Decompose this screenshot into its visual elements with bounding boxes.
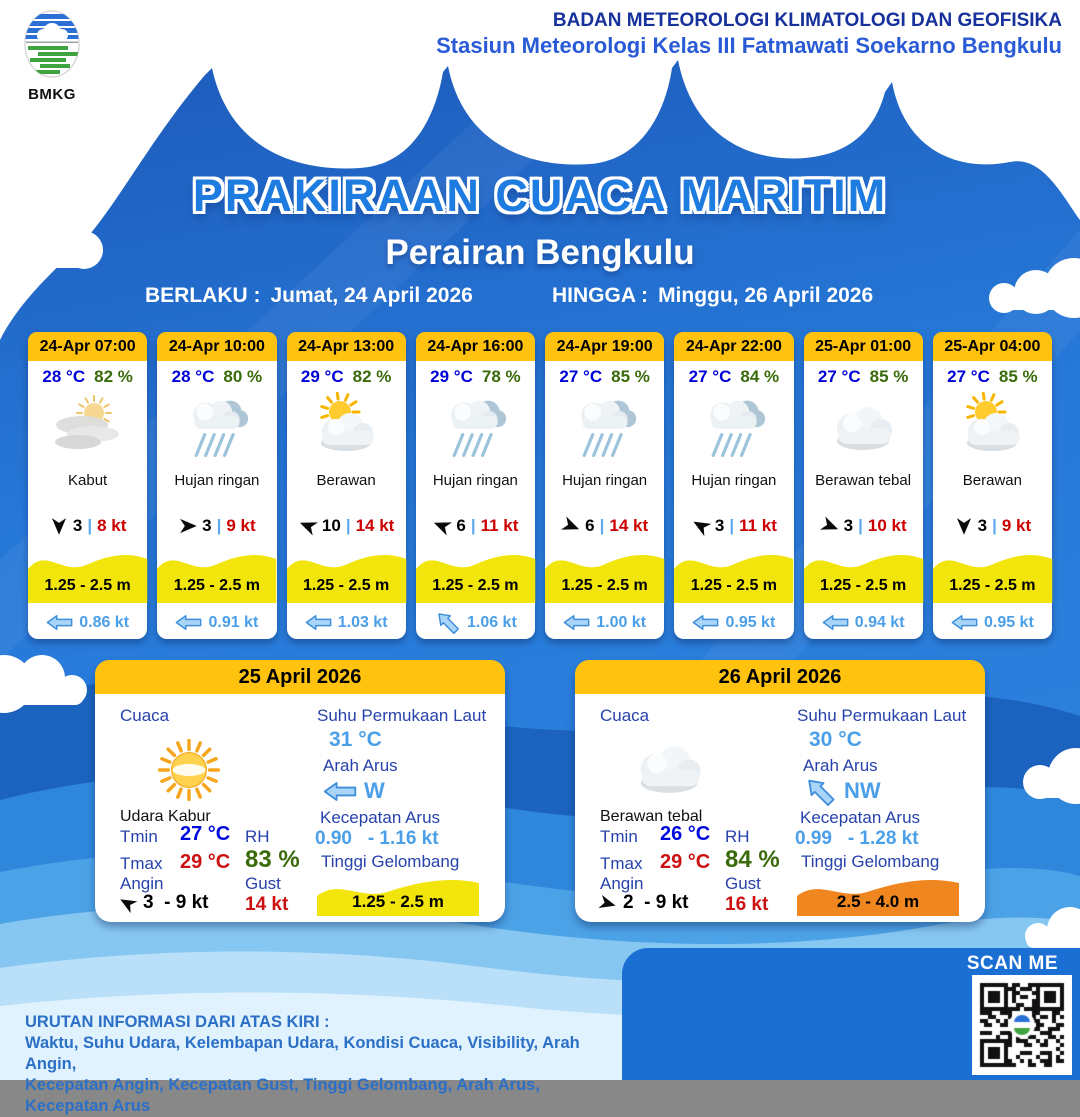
scan-me-label: SCAN ME bbox=[966, 953, 1058, 974]
wind-speed-min: 3 bbox=[202, 516, 212, 535]
current-speed: 1.06 kt bbox=[466, 613, 517, 631]
wave-height: 1.25 - 2.5 m bbox=[949, 577, 1036, 594]
sst-value: 31 °C bbox=[329, 728, 382, 751]
air-temperature: 27 °C bbox=[559, 367, 603, 386]
wind-direction-icon bbox=[687, 512, 714, 539]
current-direction-icon bbox=[431, 606, 464, 639]
air-temperature: 28 °C bbox=[42, 367, 86, 386]
current-direction-icon bbox=[800, 771, 840, 811]
weather-icon bbox=[674, 390, 793, 468]
tmin-label: Tmin bbox=[600, 827, 638, 846]
wind-speed-min: 6 bbox=[456, 516, 466, 535]
current-speed: 0.94 kt bbox=[854, 613, 905, 631]
wind-speed-max: 10 kt bbox=[867, 516, 907, 535]
wind-row bbox=[157, 516, 276, 536]
rh-value: 84 % bbox=[725, 846, 780, 873]
tmax-value: 29 °C bbox=[180, 851, 231, 873]
wind-divider: | bbox=[992, 516, 997, 535]
poster-title: PRAKIRAAN CUACA MARITIM bbox=[192, 170, 888, 221]
current-direction-icon bbox=[563, 613, 590, 632]
current-direction-icon bbox=[822, 613, 849, 632]
current-row bbox=[545, 613, 664, 632]
wind-speed-min: 3 bbox=[72, 516, 83, 535]
tmax-label: Tmax bbox=[120, 854, 163, 873]
current-row bbox=[287, 613, 406, 632]
wind-speed-min: 3 bbox=[977, 516, 988, 535]
relative-humidity: 82 % bbox=[94, 367, 133, 386]
current-speed: 1.00 kt bbox=[596, 613, 647, 631]
wave-height: 1.25 - 2.5 m bbox=[561, 577, 648, 594]
angin-label: Angin bbox=[120, 874, 164, 893]
gelombang-label: Tinggi Gelombang bbox=[321, 852, 460, 871]
relative-humidity: 85 % bbox=[611, 367, 650, 386]
current-speed: 0.91 kt bbox=[208, 613, 259, 631]
weather-condition-label: Kabut bbox=[68, 472, 108, 489]
bmkg-logo-label: BMKG bbox=[28, 86, 76, 103]
air-temperature: 27 °C bbox=[947, 367, 990, 386]
rh-label: RH bbox=[725, 827, 750, 846]
air-temperature: 28 °C bbox=[171, 367, 215, 386]
daily-weather-icon bbox=[139, 732, 239, 808]
relative-humidity: 82 % bbox=[352, 367, 392, 386]
forecast-card bbox=[933, 332, 1052, 639]
forecast-card bbox=[545, 332, 664, 639]
info-order-note bbox=[25, 1012, 625, 1117]
gust-value: 16 kt bbox=[725, 894, 769, 915]
daily-current-row bbox=[803, 778, 881, 804]
wind-row bbox=[545, 516, 664, 536]
current-range: 0.99 - 1.28 kt bbox=[795, 828, 919, 849]
current-direction-text: W bbox=[364, 778, 385, 803]
wind-speed-min: 10 bbox=[321, 516, 341, 535]
air-temperature: 27 °C bbox=[817, 367, 861, 386]
wind-speed-max: 11 kt bbox=[739, 516, 777, 535]
wind-speed-min: 3 bbox=[714, 516, 725, 535]
relative-humidity: 80 % bbox=[223, 367, 263, 386]
current-direction-icon bbox=[323, 780, 357, 803]
sst-value: 30 °C bbox=[809, 728, 862, 751]
wind-speed-max: 9 kt bbox=[226, 516, 256, 535]
weather-icon bbox=[287, 390, 406, 468]
wind-speed-min: 6 bbox=[585, 516, 595, 535]
wind-row bbox=[933, 516, 1052, 536]
hourly-forecast-row bbox=[28, 332, 1052, 639]
wind-divider: | bbox=[87, 516, 93, 535]
temp-humidity-row bbox=[416, 367, 535, 387]
wind-row bbox=[287, 516, 406, 536]
current-row bbox=[416, 613, 535, 632]
wind-direction-icon bbox=[954, 516, 974, 536]
temp-humidity-row bbox=[28, 367, 147, 387]
wind-speed-max: 9 kt bbox=[1001, 516, 1032, 535]
valid-from: BERLAKU : Jumat, 24 April 2026 bbox=[145, 284, 473, 307]
daily-current-row bbox=[323, 778, 385, 804]
forecast-card bbox=[287, 332, 406, 639]
cuaca-label: Cuaca bbox=[120, 706, 170, 725]
wave-height: 1.25 - 2.5 m bbox=[690, 577, 778, 594]
tmin-value: 27 °C bbox=[180, 823, 231, 845]
temp-humidity-row bbox=[545, 367, 664, 387]
sst-label: Suhu Permukaan Laut bbox=[797, 706, 967, 725]
forecast-card bbox=[28, 332, 147, 639]
wind-divider: | bbox=[345, 516, 351, 535]
air-temperature: 29 °C bbox=[430, 367, 473, 386]
cuaca-label: Cuaca bbox=[600, 706, 650, 725]
tmin-value: 26 °C bbox=[660, 823, 711, 845]
weather-icon bbox=[545, 390, 664, 468]
arah-arus-label: Arah Arus bbox=[803, 756, 878, 775]
wind-direction-icon bbox=[49, 516, 69, 536]
current-direction-icon bbox=[175, 613, 202, 632]
air-temperature: 27 °C bbox=[688, 367, 732, 386]
current-direction-icon bbox=[305, 613, 332, 632]
current-speed: 0.86 kt bbox=[79, 613, 130, 631]
gelombang-label: Tinggi Gelombang bbox=[801, 852, 940, 871]
wind-row bbox=[28, 516, 147, 536]
agency-header bbox=[436, 10, 1062, 59]
wind-direction-icon bbox=[178, 516, 198, 536]
temp-humidity-row bbox=[804, 367, 923, 387]
weather-icon bbox=[157, 390, 276, 468]
wave-height: 1.25 - 2.5 m bbox=[302, 577, 390, 594]
relative-humidity: 84 % bbox=[740, 367, 780, 386]
wind-direction-icon bbox=[429, 513, 455, 539]
agency-name: BADAN METEOROLOGI KLIMATOLOGI DAN GEOFISIKA bbox=[552, 10, 1062, 31]
daily-weather-icon bbox=[619, 732, 719, 808]
weather-condition-label: Hujan ringan bbox=[432, 472, 518, 489]
daily-wave-badge bbox=[797, 870, 959, 916]
validity-row bbox=[0, 284, 1080, 312]
arah-arus-label: Arah Arus bbox=[323, 756, 398, 775]
info-order-line2: Waktu, Suhu Udara, Kelembapan Udara, Kondisi Cuaca, Visibility, Arah Angin, bbox=[25, 1034, 580, 1073]
current-range: 0.90 - 1.16 kt bbox=[315, 828, 439, 849]
forecast-time: 24-Apr 07:00 bbox=[28, 332, 147, 361]
wind-speed-max: 8 kt bbox=[97, 516, 127, 535]
wind-row bbox=[804, 516, 923, 536]
info-order-line3: Kecepatan Angin, Kecepatan Gust, Tinggi Gelombang, Arah Arus, Kecepatan Arus bbox=[25, 1076, 540, 1115]
weather-condition-label: Berawan tebal bbox=[815, 472, 912, 489]
wind-row bbox=[416, 516, 535, 536]
wave-height: 1.25 - 2.5 m bbox=[819, 577, 907, 594]
info-order-line1: URUTAN INFORMASI DARI ATAS KIRI : bbox=[25, 1013, 330, 1031]
current-row bbox=[157, 613, 276, 632]
relative-humidity: 78 % bbox=[481, 367, 521, 386]
forecast-time: 24-Apr 13:00 bbox=[287, 332, 406, 361]
wind-direction-icon bbox=[596, 891, 619, 914]
wind-speed-max: 14 kt bbox=[355, 516, 395, 535]
wind-speed-max: 11 kt bbox=[480, 516, 519, 535]
sst-label: Suhu Permukaan Laut bbox=[317, 706, 487, 725]
daily-wind-range: 3 - 9 kt bbox=[143, 892, 209, 913]
wind-divider: | bbox=[599, 516, 605, 535]
relative-humidity: 85 % bbox=[869, 367, 909, 386]
temp-humidity-row bbox=[157, 367, 276, 387]
daily-wave-badge bbox=[317, 870, 479, 916]
wind-speed-max: 14 kt bbox=[609, 516, 649, 535]
forecast-time: 25-Apr 01:00 bbox=[804, 332, 923, 361]
weather-condition-label: Berawan bbox=[316, 472, 376, 489]
wind-divider: | bbox=[858, 516, 863, 535]
valid-until: HINGGA : Minggu, 26 April 2026 bbox=[552, 284, 874, 307]
forecast-time: 24-Apr 19:00 bbox=[545, 332, 664, 361]
daily-card-25-april bbox=[95, 660, 505, 922]
daily-date: 25 April 2026 bbox=[95, 660, 505, 694]
weather-condition-label: Hujan ringan bbox=[691, 472, 777, 489]
gust-label: Gust bbox=[725, 874, 761, 893]
angin-label: Angin bbox=[600, 874, 644, 893]
current-row bbox=[28, 613, 147, 632]
current-direction-text: NW bbox=[844, 778, 881, 803]
current-direction-icon bbox=[692, 613, 719, 632]
daily-wind-row bbox=[118, 892, 208, 914]
daily-wave-height: 1.25 - 2.5 m bbox=[352, 892, 444, 911]
daily-condition: Udara Kabur bbox=[120, 808, 211, 825]
qr-panel bbox=[622, 948, 1080, 1080]
tmax-value: 29 °C bbox=[660, 851, 711, 873]
weather-condition-label: Hujan ringan bbox=[174, 472, 260, 489]
current-row bbox=[933, 613, 1052, 632]
weather-condition-label: Hujan ringan bbox=[562, 472, 648, 489]
weather-icon bbox=[28, 390, 147, 468]
air-temperature: 29 °C bbox=[300, 367, 344, 386]
current-speed: 0.95 kt bbox=[725, 613, 776, 631]
wind-direction-icon bbox=[115, 890, 141, 916]
temp-humidity-row bbox=[933, 367, 1052, 387]
weather-icon bbox=[804, 390, 923, 468]
forecast-time: 25-Apr 04:00 bbox=[933, 332, 1052, 361]
daily-wave-height: 2.5 - 4.0 m bbox=[836, 892, 920, 911]
wind-divider: | bbox=[216, 516, 222, 535]
forecast-time: 24-Apr 16:00 bbox=[416, 332, 535, 361]
gust-value: 14 kt bbox=[245, 894, 289, 915]
wind-divider: | bbox=[470, 516, 476, 535]
rh-value: 83 % bbox=[245, 846, 300, 873]
daily-condition: Berawan tebal bbox=[600, 808, 703, 825]
forecast-card bbox=[674, 332, 793, 639]
forecast-card bbox=[157, 332, 276, 639]
current-row bbox=[674, 613, 793, 632]
kecepatan-arus-label: Kecepatan Arus bbox=[320, 808, 441, 827]
poster-subtitle: Perairan Bengkulu bbox=[385, 233, 695, 272]
forecast-time: 24-Apr 10:00 bbox=[157, 332, 276, 361]
wave-height: 1.25 - 2.5 m bbox=[44, 577, 131, 594]
bmkg-logo bbox=[20, 8, 84, 103]
weather-icon bbox=[933, 390, 1052, 468]
temp-humidity-row bbox=[674, 367, 793, 387]
wave-height: 1.25 - 2.5 m bbox=[432, 577, 519, 594]
weather-condition-label: Berawan bbox=[962, 472, 1022, 489]
current-direction-icon bbox=[951, 613, 978, 632]
forecast-card bbox=[804, 332, 923, 639]
forecast-card bbox=[416, 332, 535, 639]
gust-label: Gust bbox=[245, 874, 281, 893]
daily-wind-range: 2 - 9 kt bbox=[623, 892, 689, 913]
daily-wind-row bbox=[598, 892, 688, 914]
kecepatan-arus-label: Kecepatan Arus bbox=[800, 808, 921, 827]
temp-humidity-row bbox=[287, 367, 406, 387]
bmkg-logo-icon bbox=[22, 8, 82, 80]
wind-direction-icon bbox=[817, 513, 843, 539]
daily-date: 26 April 2026 bbox=[575, 660, 985, 694]
current-row bbox=[804, 613, 923, 632]
tmin-label: Tmin bbox=[120, 827, 158, 846]
qr-code bbox=[972, 975, 1072, 1075]
wind-direction-icon bbox=[295, 513, 321, 539]
current-speed: 1.03 kt bbox=[337, 613, 388, 631]
wind-row bbox=[674, 516, 793, 536]
station-name: Stasiun Meteorologi Kelas III Fatmawati Soekarno Bengkulu bbox=[436, 32, 1062, 58]
daily-card-26-april bbox=[575, 660, 985, 922]
current-direction-icon bbox=[46, 613, 73, 632]
rh-label: RH bbox=[245, 827, 270, 846]
relative-humidity: 85 % bbox=[998, 367, 1038, 386]
current-speed: 0.95 kt bbox=[983, 613, 1034, 631]
wind-direction-icon bbox=[558, 513, 584, 539]
weather-icon bbox=[416, 390, 535, 468]
tmax-label: Tmax bbox=[600, 854, 643, 873]
forecast-time: 24-Apr 22:00 bbox=[674, 332, 793, 361]
wind-speed-min: 3 bbox=[843, 516, 854, 535]
wave-height: 1.25 - 2.5 m bbox=[173, 577, 261, 594]
wind-divider: | bbox=[729, 516, 735, 535]
